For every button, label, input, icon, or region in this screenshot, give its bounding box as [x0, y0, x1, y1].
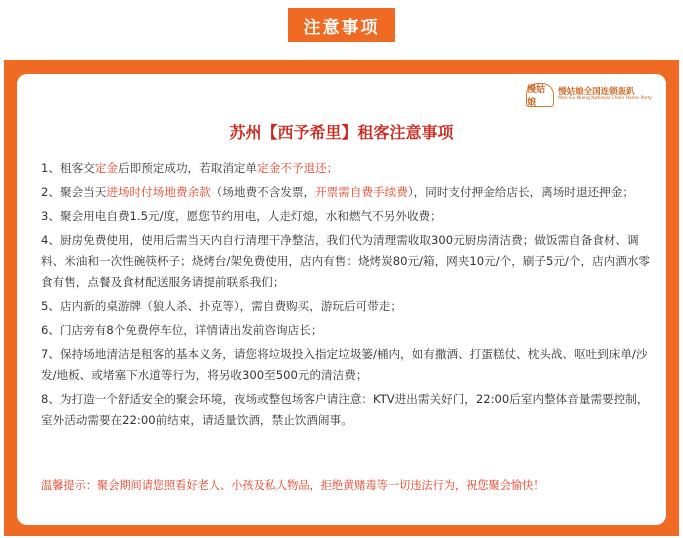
- logo-mark-icon: 慢姑娘: [526, 83, 554, 107]
- rules-list: [41, 158, 653, 434]
- rule-highlight: 开票需自费手续费: [315, 185, 408, 199]
- rule-item: [41, 344, 653, 386]
- rule-item: [41, 389, 653, 431]
- rule-highlight: 定金不予退还；: [257, 161, 339, 175]
- rule-text: 2、聚会当天: [41, 185, 107, 199]
- rule-item: [41, 230, 653, 293]
- rule-text: 1、租客交: [41, 161, 95, 175]
- footer-tip: 温馨提示：聚会期间请您照看好老人、小孩及私人物品，拒绝黄赌毒等一切违法行为，祝您聚会愉快！: [41, 479, 545, 492]
- header-tab: [288, 8, 395, 42]
- rule-item: [41, 320, 653, 341]
- rule-text: 8、为打造一个舒适安全的聚会环境，夜场或整包场客户请注意：KTV进出需关好门，22:00后室内整体音量需要控制，室外活动需要在22:00前结束，请适量饮酒，禁止饮酒闹事。: [41, 392, 649, 427]
- rule-text: 5、店内新的桌游牌（狼人杀、扑克等），需自费购买，游玩后可带走；: [41, 299, 402, 313]
- rule-text: 3、聚会用电自费1.5元/度，愿您节约用电，人走灯熄，水和燃气不另外收费；: [41, 209, 442, 223]
- rule-item: [41, 296, 653, 317]
- rule-item: [41, 206, 653, 227]
- notice-frame: [4, 60, 679, 536]
- rule-text: 后即预定成功，若取消定单: [117, 161, 258, 175]
- rule-text: 4、厨房免费使用，使用后需当天内自行清理干净整洁，我们代为清理需收取300元厨房清洁费；做饭需自备食材、调料、米油和一次性碗筷杯子；烧烤台/架免费使用，店内有售：烧烤炭80元/箱，网夹10元/个，刷子5元/个，店内酒水零食有售，点餐及食材配送服务请提前联系我们；: [41, 233, 651, 289]
- rule-item: [41, 158, 653, 179]
- rule-text: （场地费不含发票，: [210, 185, 316, 199]
- logo-name-cn: 慢姑娘全国连锁轰趴: [558, 86, 635, 97]
- logo-name-en: Man Gu Niang National Chain Home Party: [558, 96, 652, 102]
- brand-logo: [526, 83, 652, 107]
- notice-card: [17, 74, 666, 525]
- rule-highlight: 进场时付场地费余款: [106, 185, 211, 199]
- rule-text: ），同时支付押金给店长，离场时退还押金；: [407, 185, 634, 199]
- rule-highlight: 定金: [94, 161, 118, 175]
- rule-text: 7、保持场地清洁是租客的基本义务，请您将垃圾投入指定垃圾篓/桶内，如有撒酒、打蛋糕仗、枕头战、呕吐到床单/沙发/地板、或堵塞下水道等行为，将另收300至500元的清洁费；: [41, 347, 648, 382]
- rule-text: 6、门店旁有8个免费停车位，详情请出发前咨询店长；: [41, 323, 323, 337]
- header-tab-label: 注意事项: [303, 17, 380, 38]
- rule-item: [41, 182, 653, 203]
- notice-title: 苏州【西予希里】租客注意事项: [229, 123, 454, 142]
